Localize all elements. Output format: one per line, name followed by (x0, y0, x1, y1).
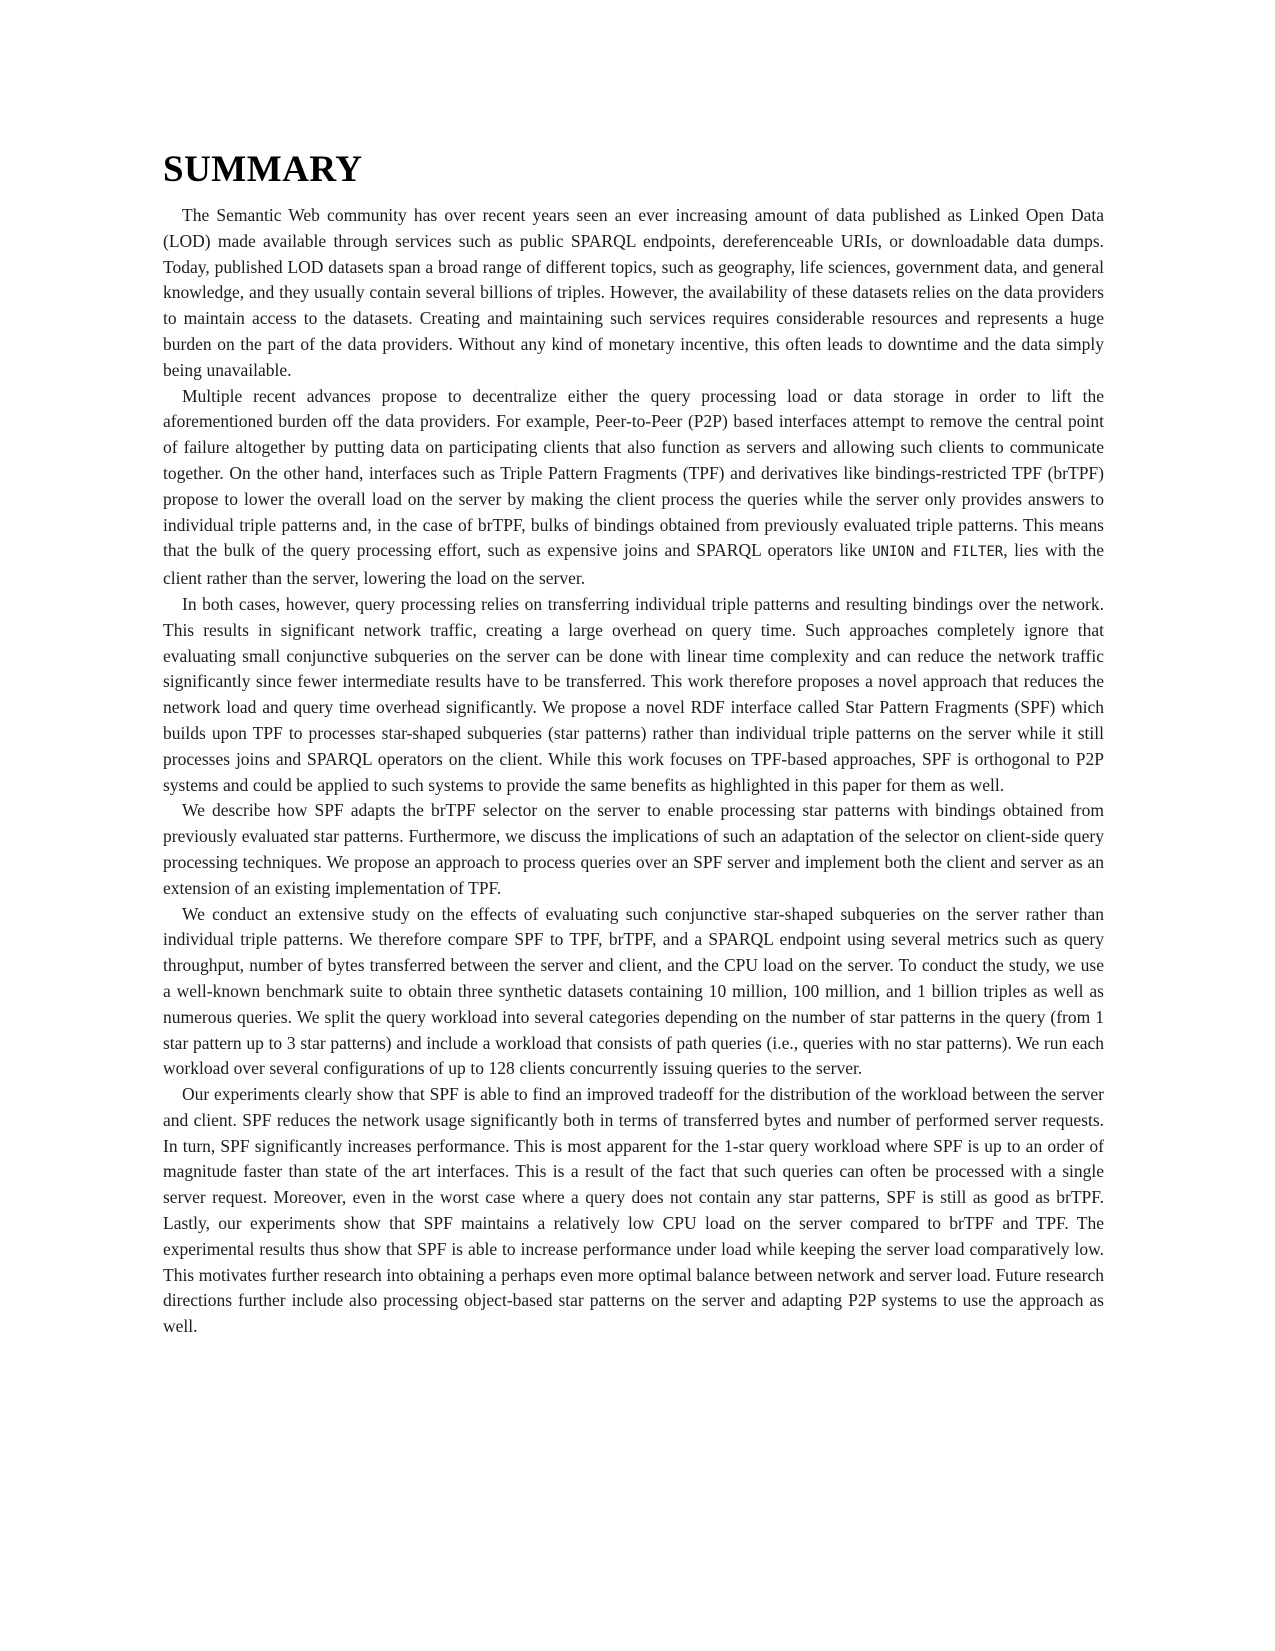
paragraph: We conduct an extensive study on the effects of evaluating such conjunctive star-shaped subqueries on the server rather than individual triple patterns. We therefore compare SPF to TPF, brTPF, and a SPARQL endpoint using several metrics such as query throughput, number of bytes transferred between the server and client, and the CPU load on the server. To conduct the study, we use a well-known benchmark suite to obtain three synthetic datasets containing 10 million, 100 million, and 1 billion triples as well as numerous queries. We split the query workload into several categories depending on the number of star patterns in the query (from 1 star pattern up to 3 star patterns) and include a workload that consists of path queries (i.e., queries with no star patterns). We run each workload over several configurations of up to 128 clients concurrently issuing queries to the server. (163, 903, 1104, 1079)
paragraph: We describe how SPF adapts the brTPF selector on the server to enable processing star patterns with bindings obtained from previously evaluated star patterns. Furthermore, we discuss the implications of such an adaptation of the selector on client-side query processing techniques. We propose an approach to process queries over an SPF server and implement both the client and server as an extension of an existing implementation of TPF. (163, 800, 1104, 898)
inline-code-keyword: UNION (872, 544, 915, 561)
inline-code-keyword: FILTER (952, 544, 1004, 561)
paragraph: Our experiments clearly show that SPF is able to find an improved tradeoff for the distribution of the workload between the server and client. SPF reduces the network usage significantly both in terms of transferred bytes and number of performed server requests. In turn, SPF significantly increases performance. This is most apparent for the 1-star query workload where SPF is up to an order of magnitude faster than state of the art interfaces. This is a result of the fact that such queries can often be processed with a single server request. Moreover, even in the worst case where a query does not contain any star patterns, SPF is still as good as brTPF. Lastly, our experiments show that SPF maintains a relatively low CPU load on the server compared to brTPF and TPF. The experimental results thus show that SPF is able to increase performance under load while keeping the server load comparatively low. This motivates further research into obtaining a perhaps even more optimal balance between network and server load. Future research directions further include also processing object-based star patterns on the server and adapting P2P systems to use the approach as well. (163, 1084, 1104, 1337)
paragraph: In both cases, however, query processing relies on transferring individual triple patterns and resulting bindings over the network. This results in significant network traffic, creating a large overhead on query time. Such approaches completely ignore that evaluating small conjunctive subqueries on the server can be done with linear time complexity and can reduce the network traffic significantly since fewer intermediate results have to be transferred. This work therefore proposes a novel approach that reduces the network load and query time overhead significantly. We propose a novel RDF interface called Star Pattern Fragments (SPF) which builds upon TPF to processes star-shaped subqueries (star patterns) rather than individual triple patterns on the server while it still processes joins and SPARQL operators on the client. While this work focuses on TPF-based approaches, SPF is orthogonal to P2P systems and could be applied to such systems to provide the same benefits as highlighted in this paper for them as well. (163, 593, 1104, 795)
page-title: SUMMARY (163, 149, 363, 190)
paragraph: Multiple recent advances propose to decentralize either the query processing load or data storage in order to lift the aforementioned burden off the data providers. For example, Peer-to-Peer (P2P) based interfaces attempt to remove the central point of failure altogether by putting data on participating clients that also function as servers and allowing such clients to communicate together. On the other hand, interfaces such as Triple Pattern Fragments (TPF) and derivatives like bindings-restricted TPF (brTPF) propose to lower the overall load on the server by making the client process the queries while the server only provides answers to individual triple patterns and, in the case of brTPF, bulks of bindings obtained from previously evaluated triple patterns. This means that the bulk of the query processing effort, such as expensive joins and SPARQL operators like UNION and FILTER, lies with the client rather than the server, lowering the load on the server. (163, 385, 1104, 589)
summary-section (163, 150, 1104, 1340)
summary-paragraphs (163, 203, 1104, 1340)
paragraph: The Semantic Web community has over recent years seen an ever increasing amount of data published as Linked Open Data (LOD) made available through services such as public SPARQL endpoints, dereferenceable URIs, or downloadable data dumps. Today, published LOD datasets span a broad range of different topics, such as geography, life sciences, government data, and general knowledge, and they usually contain several billions of triples. However, the availability of these datasets relies on the data providers to maintain access to the datasets. Creating and maintaining such services requires considerable resources and represents a huge burden on the part of the data providers. Without any kind of monetary incentive, this often leads to downtime and the data simply being unavailable. (163, 205, 1104, 380)
